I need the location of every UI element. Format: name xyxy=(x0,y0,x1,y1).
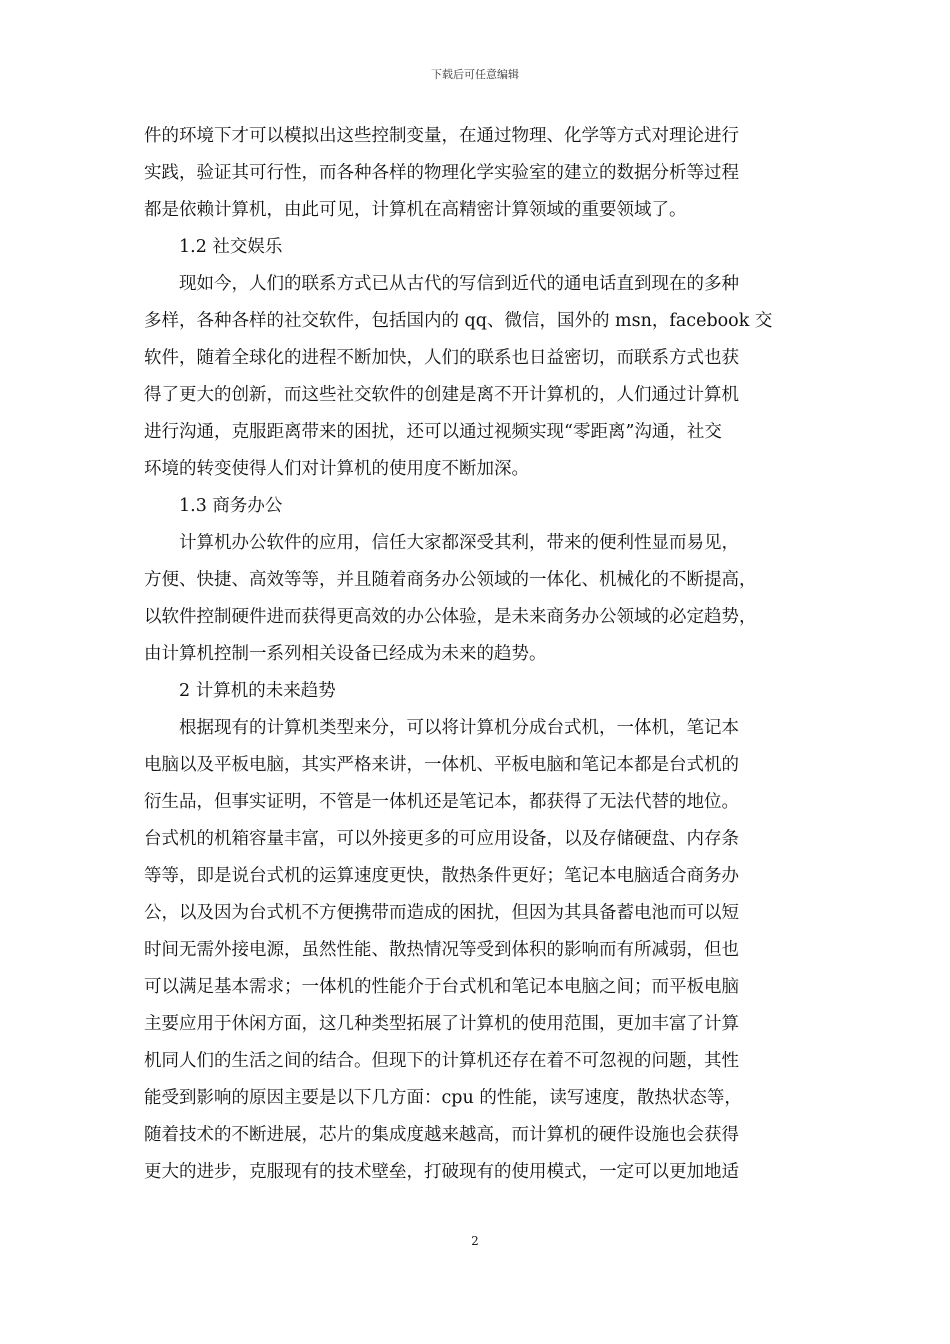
text-line: 软件，随着全球化的进程不断加快，人们的联系也日益密切，而联系方式也获 xyxy=(144,348,739,368)
text-line: 实践，验证其可行性，而各种各样的物理化学实验室的建立的数据分析等过程 xyxy=(144,163,739,183)
text-line: 能受到影响的原因主要是以下几方面：cpu 的性能，读写速度，散热状态等， xyxy=(144,1088,742,1108)
text-line: 由计算机控制一系列相关设备已经成为未来的趋势。 xyxy=(144,644,547,664)
text-line: 台式机的机箱容量丰富，可以外接更多的可应用设备，以及存储硬盘、内存条 xyxy=(144,829,739,849)
text-line: 更大的进步，克服现有的技术壁垒，打破现有的使用模式，一定可以更加地适 xyxy=(144,1162,739,1182)
text-line: 时间无需外接电源，虽然性能、散热情况等受到体积的影响而有所减弱，但也 xyxy=(144,940,739,960)
text-line: 机同人们的生活之间的结合。但现下的计算机还存在着不可忽视的问题，其性 xyxy=(144,1051,739,1071)
text-line: 公，以及因为台式机不方便携带而造成的困扰，但因为其具备蓄电池而可以短 xyxy=(144,903,739,923)
text-line: 方便、快捷、高效等等，并且随着商务办公领域的一体化、机械化的不断提高， xyxy=(144,570,757,590)
text-line: 现如今，人们的联系方式已从古代的写信到近代的通电话直到现在的多种 xyxy=(144,274,739,294)
text-line: 电脑以及平板电脑，其实严格来讲，一体机、平板电脑和笔记本都是台式机的 xyxy=(144,755,739,775)
section-heading: 1.2 社交娱乐 xyxy=(144,237,283,257)
text-line: 件的环境下才可以模拟出这些控制变量，在通过物理、化学等方式对理论进行 xyxy=(144,126,739,146)
text-line: 都是依赖计算机，由此可见，计算机在高精密计算领域的重要领域了。 xyxy=(144,200,687,220)
text-line: 根据现有的计算机类型来分，可以将计算机分成台式机，一体机，笔记本 xyxy=(144,718,739,738)
section-heading: 1.3 商务办公 xyxy=(144,496,283,516)
page-header: 下载后可任意编辑 xyxy=(431,68,519,81)
section-heading: 2 计算机的未来趋势 xyxy=(144,681,336,701)
text-line: 衍生品，但事实证明，不管是一体机还是笔记本，都获得了无法代替的地位。 xyxy=(144,792,739,812)
text-line: 可以满足基本需求；一体机的性能介于台式机和笔记本电脑之间；而平板电脑 xyxy=(144,977,739,997)
text-line: 计算机办公软件的应用，信任大家都深受其利，带来的便利性显而易见， xyxy=(144,533,739,553)
text-line: 多样，各种各样的社交软件，包括国内的 qq、微信，国外的 msn，facebook 交 xyxy=(144,311,773,331)
text-line: 得了更大的创新，而这些社交软件的创建是离不开计算机的，人们通过计算机 xyxy=(144,385,739,405)
text-line: 进行沟通，克服距离带来的困扰，还可以通过视频实现“零距离”沟通，社交 xyxy=(144,422,722,442)
text-line: 环境的转变使得人们对计算机的使用度不断加深。 xyxy=(144,459,529,479)
text-line: 主要应用于休闲方面，这几种类型拓展了计算机的使用范围，更加丰富了计算 xyxy=(144,1014,739,1034)
text-line: 以软件控制硬件进而获得更高效的办公体验，是未来商务办公领域的必定趋势， xyxy=(144,607,757,627)
text-line: 随着技术的不断进展，芯片的集成度越来越高，而计算机的硬件设施也会获得 xyxy=(144,1125,739,1145)
text-line: 等等，即是说台式机的运算速度更快，散热条件更好；笔记本电脑适合商务办 xyxy=(144,866,739,886)
page-number: 2 xyxy=(471,1234,479,1248)
